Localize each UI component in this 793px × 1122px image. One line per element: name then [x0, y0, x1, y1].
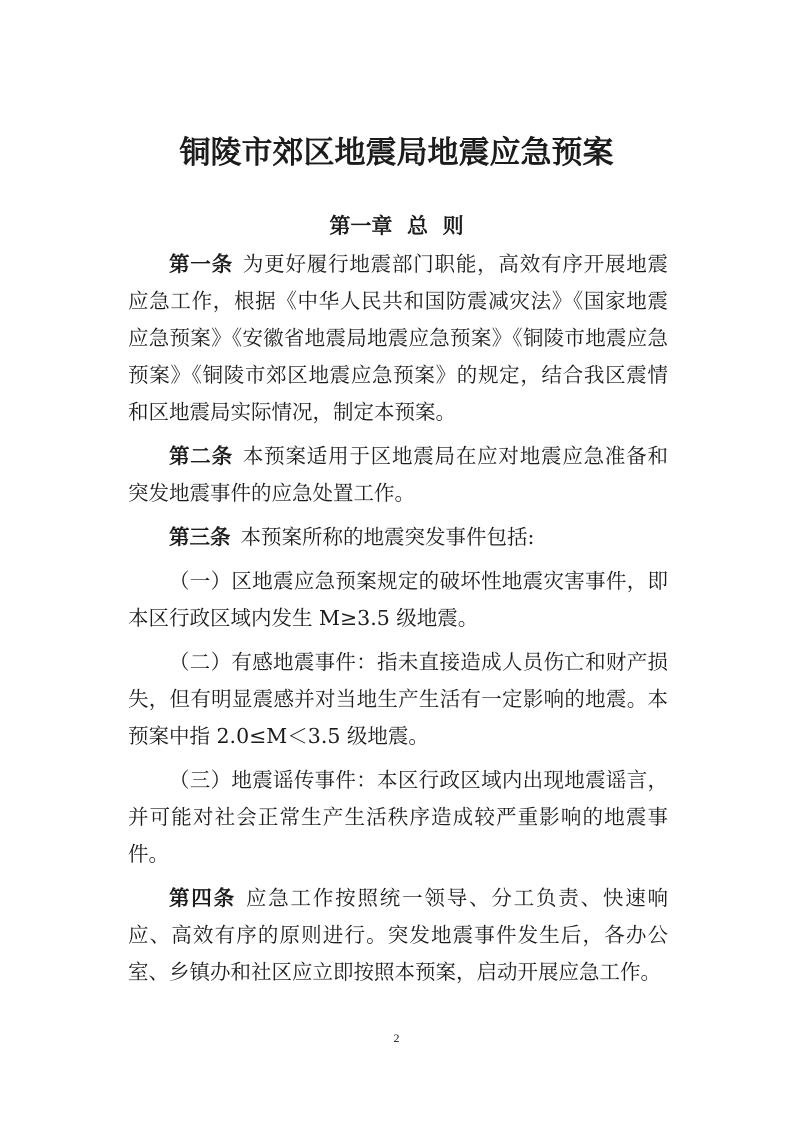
document-title: 铜陵市郊区地震局地震应急预案 [179, 135, 614, 171]
article-4 [128, 880, 668, 991]
item-2 [128, 644, 668, 755]
article-2-lead: 第二条 [169, 444, 233, 468]
article-2 [128, 438, 668, 512]
article-4-lead: 第四条 [169, 886, 236, 910]
item-1-text: （一）区地震应急预案规定的破坏性地震灾害事件，即本区行政区域内发生 M≥3.5 级地震。 [128, 569, 668, 630]
article-3 [128, 519, 668, 556]
page-number: 2 [393, 1031, 400, 1045]
article-1-text: 为更好履行地震部门职能，高效有序开展地震应急工作，根据《中华人民共和国防震减灾法》《国家地震应急预案》《安徽省地震局地震应急预案》《铜陵市地震应急预案》《铜陵市郊区地震应急预案》的规定，结合我区震情和区地震局实际情况，制定本预案。 [128, 252, 669, 424]
article-2-text: 本预案适用于区地震局在应对地震应急准备和突发地震事件的应急处置工作。 [128, 444, 669, 505]
item-1 [128, 563, 668, 637]
article-1 [128, 246, 668, 431]
document-body [128, 246, 668, 998]
article-4-text: 应急工作按照统一领导、分工负责、快速响应、高效有序的原则进行。突发地震事件发生后，各办公室、乡镇办和社区应立即按照本预案，启动开展应急工作。 [128, 886, 669, 984]
item-3 [128, 762, 668, 873]
article-3-lead: 第三条 [169, 525, 231, 549]
chapter-heading: 第一章 总 则 [329, 213, 464, 238]
article-3-text: 本预案所称的地震突发事件包括: [240, 525, 535, 549]
item-2-text: （二）有感地震事件：指未直接造成人员伤亡和财产损失，但有明显震感并对当地生产生活有一定影响的地震。本预案中指 2.0≤M＜3.5 级地震。 [128, 650, 668, 748]
item-3-text: （三）地震谣传事件：本区行政区域内出现地震谣言，并可能对社会正常生产生活秩序造成较严重影响的地震事件。 [128, 768, 668, 866]
article-1-lead: 第一条 [169, 252, 233, 276]
